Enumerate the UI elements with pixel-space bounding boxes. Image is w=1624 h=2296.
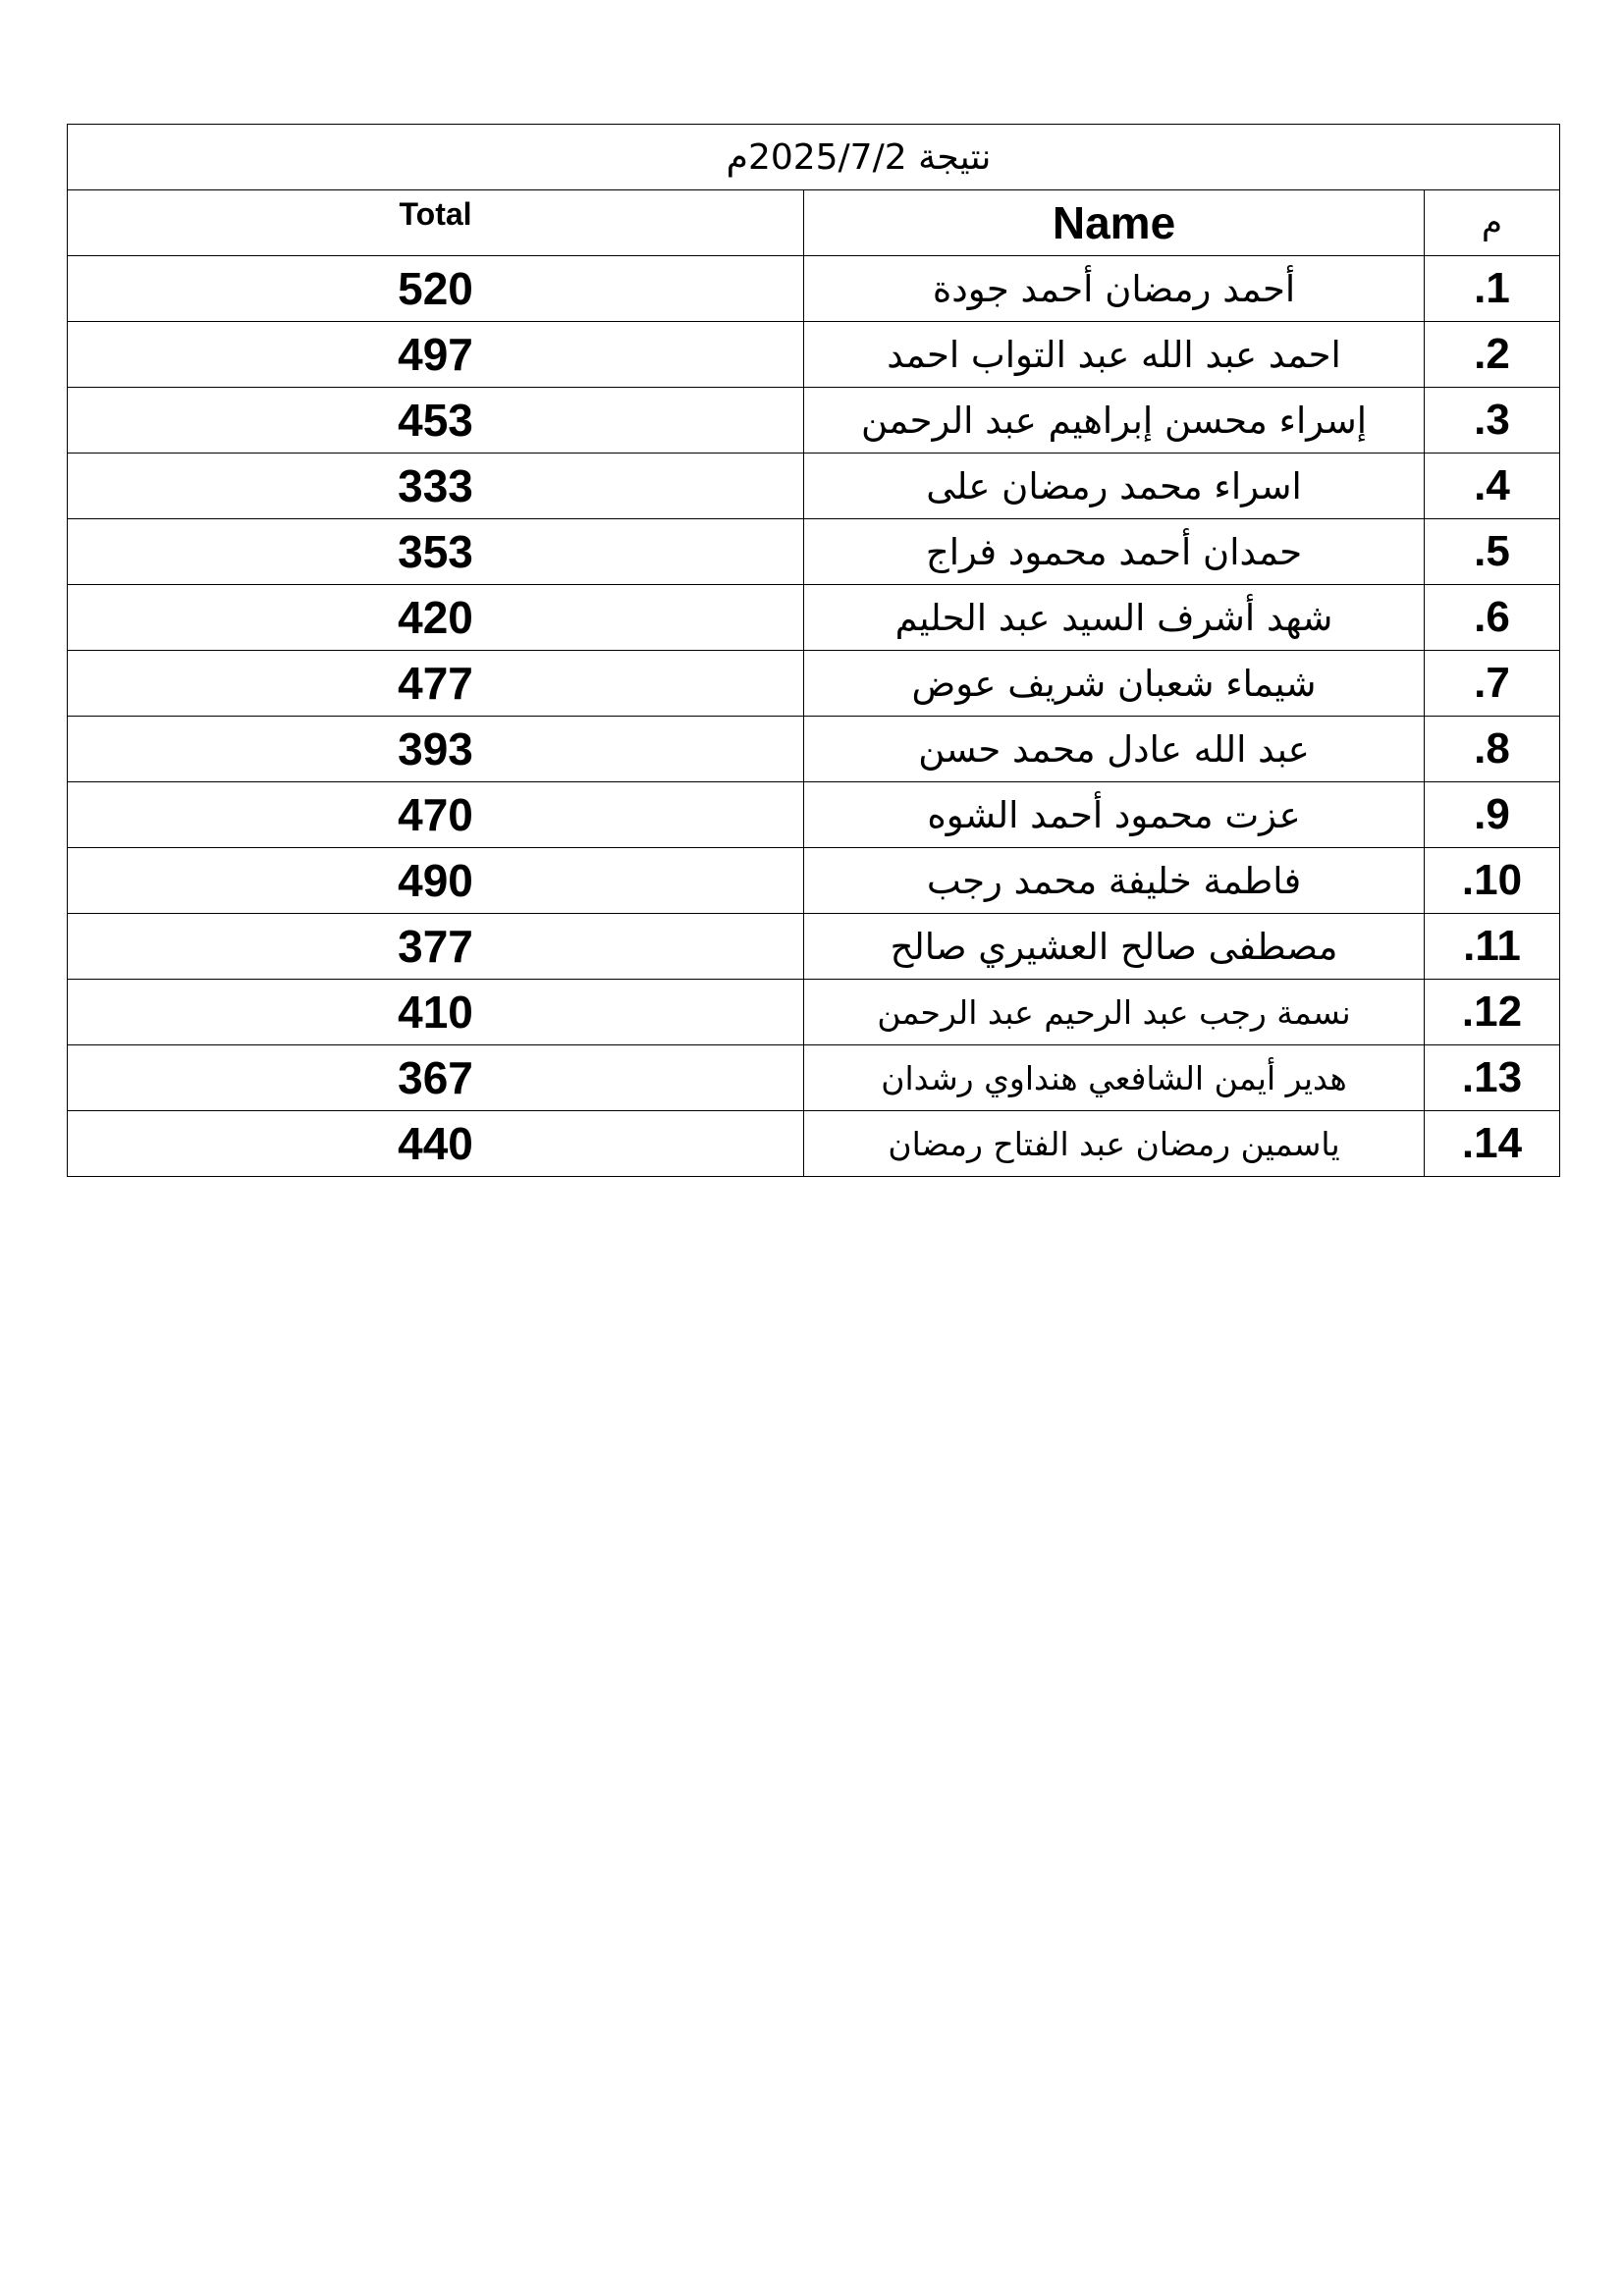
row-total: 453 [68, 388, 804, 454]
row-total: 490 [68, 848, 804, 914]
row-total: 470 [68, 782, 804, 848]
row-index: 8. [1425, 717, 1560, 782]
row-index: 9. [1425, 782, 1560, 848]
row-total: 377 [68, 914, 804, 980]
table-row [68, 914, 1560, 980]
row-total: 497 [68, 322, 804, 388]
row-name: هدير أيمن الشافعي هنداوي رشدان [804, 1045, 1425, 1111]
row-index: 13. [1425, 1045, 1560, 1111]
row-total: 520 [68, 256, 804, 322]
table-row [68, 454, 1560, 519]
row-name: شيماء شعبان شريف عوض [804, 651, 1425, 717]
row-total: 393 [68, 717, 804, 782]
results-table [67, 124, 1560, 1177]
table-row [68, 519, 1560, 585]
row-name: أحمد رمضان أحمد جودة [804, 256, 1425, 322]
row-name: إسراء محسن إبراهيم عبد الرحمن [804, 388, 1425, 454]
row-name: عبد الله عادل محمد حسن [804, 717, 1425, 782]
row-index: 12. [1425, 980, 1560, 1045]
row-name: ياسمين رمضان عبد الفتاح رمضان [804, 1111, 1425, 1177]
row-total: 420 [68, 585, 804, 651]
row-name: حمدان أحمد محمود فراج [804, 519, 1425, 585]
table-row [68, 322, 1560, 388]
table-row [68, 585, 1560, 651]
row-index: 4. [1425, 454, 1560, 519]
table-row [68, 848, 1560, 914]
table-title: نتيجة 2025/7/2م [726, 136, 992, 178]
row-index: 7. [1425, 651, 1560, 717]
row-total: 477 [68, 651, 804, 717]
row-name: احمد عبد الله عبد التواب احمد [804, 322, 1425, 388]
row-total: 353 [68, 519, 804, 585]
row-index: 14. [1425, 1111, 1560, 1177]
row-index: 2. [1425, 322, 1560, 388]
header-total: Total [68, 190, 804, 256]
row-total: 367 [68, 1045, 804, 1111]
table-row [68, 388, 1560, 454]
table-row [68, 782, 1560, 848]
table-row [68, 1045, 1560, 1111]
table-title-cell [68, 125, 1560, 190]
row-name: اسراء محمد رمضان على [804, 454, 1425, 519]
title-row [68, 125, 1560, 190]
row-name: فاطمة خليفة محمد رجب [804, 848, 1425, 914]
row-index: 5. [1425, 519, 1560, 585]
row-index: 6. [1425, 585, 1560, 651]
row-index: 1. [1425, 256, 1560, 322]
row-total: 410 [68, 980, 804, 1045]
table-row [68, 651, 1560, 717]
row-index: 11. [1425, 914, 1560, 980]
row-name: عزت محمود أحمد الشوه [804, 782, 1425, 848]
header-index: م [1425, 190, 1560, 256]
row-name: نسمة رجب عبد الرحيم عبد الرحمن [804, 980, 1425, 1045]
table-row [68, 1111, 1560, 1177]
row-name: مصطفى صالح العشيري صالح [804, 914, 1425, 980]
row-name: شهد أشرف السيد عبد الحليم [804, 585, 1425, 651]
header-name: Name [804, 190, 1425, 256]
table-row [68, 980, 1560, 1045]
row-index: 3. [1425, 388, 1560, 454]
table-row [68, 717, 1560, 782]
row-total: 333 [68, 454, 804, 519]
table-row [68, 256, 1560, 322]
row-total: 440 [68, 1111, 804, 1177]
header-row [68, 190, 1560, 256]
row-index: 10. [1425, 848, 1560, 914]
